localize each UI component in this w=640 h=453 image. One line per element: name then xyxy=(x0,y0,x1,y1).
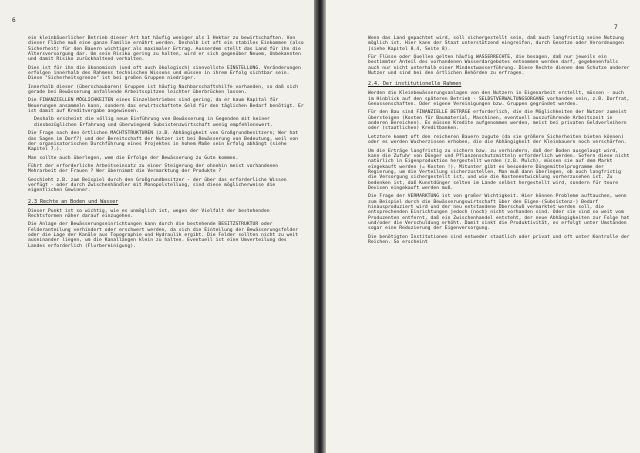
paragraph: Werden die Kleinbewässerungsanlagen von den Nutzern in Eigenarbeit erstellt, müssen - auch im Hinblick auf den späteren Betrieb - SELBSTVERWALTUNGSORGANE vorhanden sein, z.B. Dorfrat, Genossenschaften. Oder eigene Vereinigungen bzw. Gruppen gegründet werden. xyxy=(368,91,633,108)
paragraph: Deshalb erscheint die völlig neue Einführung von Bewässerung in Gegenden mit keiner diesbezüglichen Erfahrung und überwiegend Subsistenzwirtschaft wenig empfehlenswert. xyxy=(34,117,273,128)
page-number-right: 7 xyxy=(614,24,618,31)
section-heading: 2.3 Rechte an Boden und Wasser xyxy=(28,198,119,205)
page-number-left: 6 xyxy=(12,17,16,24)
paragraph: Für den Bau sind FINANZIELLE BETRÄGE erforderlich, die die Möglichkeiten der Nutzer zumeist übersteigen (Kosten für Baumaterial, Maschinen, eventuell auszuführende Arbeitszeit in anderen Bereichen). Es müssen Kredite aufgenommen werden, meist bei privaten Geldverleihern oder (staatlichen) Kreditbanken. xyxy=(368,110,630,132)
left-page-text xyxy=(28,36,307,249)
paragraph: Letztere kommt oft den reicheren Bauern zugute (da sie größere Sicherheiten bieten können) oder es werden Wucherzinsen erhoben, die die Abhängigkeit der Kleinbauern noch verschärfen. xyxy=(368,134,627,146)
section-heading: 2.4. Der institutionelle Rahmen xyxy=(368,81,462,88)
paragraph: Die Frage nach den örtlichen MACHTSTRUKTUREN (z.B. Abhängigkeit von Großgrundbesitzern; Wer hat das Sagen im Dorf?) und der Bereitschaft der Nutzer ist bei Bewässerung von Bedeutung, weil von der organisatorischen Durchführung eines Projektes in hohem Maße sein Erfolg abhängt (siehe Kapitel 7.). xyxy=(28,131,301,153)
paragraph: Geschieht z.B. zum Beispiel durch den Großgrundbesitzer - der über das erforderliche Wissen verfügt - oder durch Zwischenhändler mit Monopolstellung, sind diese möglicherweise die eigentlichen Gewinner. xyxy=(28,177,290,194)
paragraph: Die FINANZIELLEN MÖGLICHKEITEN eines Einzelbetriebes sind gering, da er kaum Kapital für Neuerungen ansammeln kann, sondern das erwirtschaftete Geld für den täglichen Bedarf benötigt. Er ist damit auf Kreditvergabe angewiesen. xyxy=(28,98,307,115)
book-gutter xyxy=(314,0,326,453)
paragraph: ein kleinbäuerlicher Betrieb dieser Art hat häufig weniger als 1 Hektar zu bewirtschaften. Von dieser Fläche muß eine ganze Familie ernährt werden. Deshalb ist oft ein stabiles Einkommen (also Sicherheit) für den Bauern wichtiger als maximaler Ertrag. Ausserdem stellt das Land für ihn die Altersversorgung dar. Um sein Risiko gering zu halten, wird er sich gegenüber Neuem, Unbekannten und damit Risiko zurückhaltend verhalten. xyxy=(28,36,307,63)
paragraph: Die Frage der VERMARKTUNG ist von großer Wichtigkeit. Hier können Probleme auftauchen, wenn zum Beispiel durch die Bewässerungswirtschaft über den Eigen-(Subsistenz-) Bedarf hinausproduziert wird und der neu entstandene Überschuß vermarktet werden soll, die entsprechenden Einrichtungen jedoch (noch) nicht vorhanden sind. Oder sie sind so weit vom Produzenten entfernt, daß ein Zwischenhandel entsteht, der neue Abhängigkeiten zur Folge hat und/oder die Verschuldung erhöht. Damit sinkt die Produktivität, es erfolgt unter Umständen sogar eine Reduzierung der Eigenversorgung. xyxy=(368,194,633,232)
paragraph: Wenn das Land gepachtet wird, soll sichergestellt sein, daß auch langfristig seine Nutzung möglich ist. Hier kann der Staat unterstützend eingreifen, durch Gesetze oder Verordnungen (siehe Kapitel 8.4, Seite 8). xyxy=(368,36,627,52)
right-page xyxy=(326,0,640,453)
paragraph: Die benötigten Institutionen sind entweder staatlich oder privat und oft unter Kontrolle der Reichen. So erscheint xyxy=(368,234,633,245)
paragraph: Dies ist für ihn die ökonomisch (und oft auch ökologisch) sinnvollste EINSTELLUNG. Veränderungen erfolgen innerhalb des Rahmens technischen Wissens und müssen in ihrem Erfolg sichtbar sein. Diese "Sicherheitsgrenze" ist bei großen Gruppen niedriger. xyxy=(28,65,304,82)
paragraph: Dieser Punkt ist so wichtig, wie es unmöglich ist, wegen der Vielfalt der bestehenden Rechtsformen näher darauf einzugehen. xyxy=(28,208,273,219)
paragraph: Innerhalb dieser (überschaubaren) Gruppen ist häufig Nachbarschaftshilfe vorhanden, so daß sich gerade bei Bewässerung anfallende Arbeitsspitzen leichter überbrücken lassen. xyxy=(28,84,301,96)
paragraph: Für Flüsse oder Quellen gelten häufig WASSERRECHTE, die besagen, daß nur jeweils ein bestimmter Anteil des vorhandenen Wasserdargebotes entnommen werden darf, gegebenenfalls auch nur nicht unterhalb einer Mindestwasserführung. Diese Rechte dienen dem Schutze anderer Nutzer und sind bei den örtlichen Behörden zu erfragen. xyxy=(368,55,633,77)
paragraph: Um die Erträge langfristig zu sichern bzw. zu verhindern, daß der Boden ausgelaugt wird, kann die Zufuhr von Dünger und Pflanzenschutzmitteln erforderlich werden. Sofern diese nicht natürlich in Eigenproduktion hergestellt werden (z.B. Mulch), müssen sie auf dem Markt eingekauft werden (= Kosten !). Mitunter gibt es besondere Düngemittelprogramme der Regierung, um die Verteilung sicherzustellen. Man muß dann überlegen, ob auch langfristig die Versorgung sichergestellt ist, und wie die Kostenentwicklung vorherzusehen ist. Zu bedenken ist, daß Kunstdünger selten im Lande selbst hergestellt wird, sondern für teure Devisen eingekauft werden muß. xyxy=(368,148,633,191)
paragraph: Man sollte auch überlegen, wem die Erfolge der Bewässerung zu Gute kommen. xyxy=(28,155,239,161)
paragraph: Die Anlage der Bewässerungseinrichtungen kann durch die bestehende BESITZSTRUKTUR oder Felderanteilung verhindert oder erschwert werden, da sich die Einteilung der Bewässerungsfelder oder die Lage der Kanäle aus Topographie und Hydraulik ergibt. Die Felder sollten nicht zu weit auseinander liegen, um die Kanallängen klein zu halten. Eventuell ist eine Umverteilung des Landes erforderlich (Flurbereinigung). xyxy=(28,222,301,249)
right-page-text xyxy=(368,36,633,245)
left-page xyxy=(0,0,314,453)
paragraph: Führt der erforderliche Arbeitseinsatz zu einer Steigerung der ohnehin meist vorhandenen Mehrarbeit der Frauen ? Wer übernimmt die Vermarktung der Produkte ? xyxy=(28,163,281,175)
